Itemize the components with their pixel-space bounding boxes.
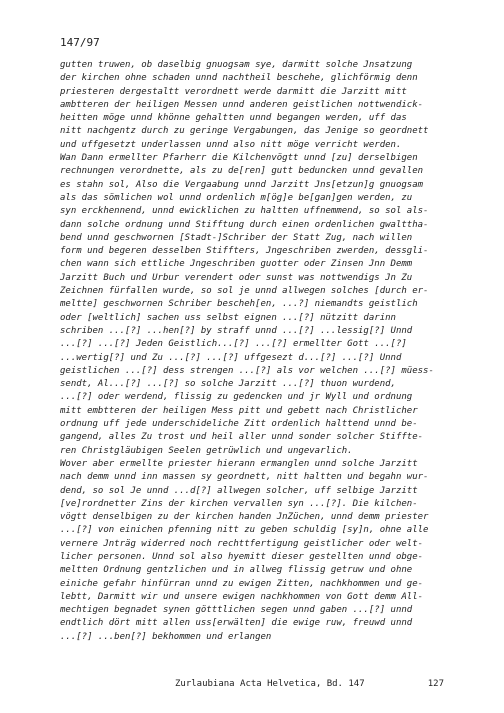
text-line: oder [weltlich] sachen uss selbst eignen ...[?] nützitt darinn [60, 312, 396, 323]
text-line: priesteren dergestaltt verordnett werde darmitt die Jarzitt mitt [60, 86, 407, 97]
text-line: Zeichnen fürfallen wurde, so sol je unnd allwegen solches [durch er- [60, 286, 429, 297]
text-line: geistlichen ...[?] dess strengen ...[?] als vor welchen ...[?] müess- [60, 365, 434, 376]
text-line: vögtt denselbigen zu der kirchen handen JnZüchen, unnd demm priester [60, 512, 429, 523]
text-line: schriben ...[?] ...hen[?] by straff unnd ...[?] ...lessig[?] Unnd [60, 325, 413, 336]
text-line: ...[?] von einichen pfenning nitt zu geben schuldig [sy]n, ohne alle [60, 525, 429, 536]
text-line: ...[?] ...[?] Jeden Geistlich...[?] ...[?] ermellter Gott ...[?] [60, 339, 407, 350]
text-line: ren Christgläubigen Seelen getrüwlich und ungevarlich. [60, 445, 353, 456]
text-line: [ve]rordnetter Zins der kirchen vervallen syn ...[?]. Die kilchen- [60, 498, 418, 509]
text-line: ambtteren der heiligen Messen unnd anderen geistlichen nottwendick- [60, 99, 424, 110]
text-line: es stahn sol, Also die Vergaabung unnd Jarzitt Jns[etzun]g gnuogsam [60, 179, 424, 190]
text-line: ...wertig[?] und Zu ...[?] ...[?] uffgesezt d...[?] ...[?] Unnd [60, 352, 402, 363]
text-line: rechnungen verordnette, als zu de[ren] gutt beduncken unnd gevallen [60, 166, 424, 177]
footer-publication: Zurlaubiana Acta Helvetica, Bd. 147 [175, 679, 365, 689]
text-line: dann solche ordnung unnd Stifftung durch einen ordenlichen gwalttha- [60, 219, 429, 230]
text-line: bend unnd geschwornen [Stadt-]Schriber der Statt Zug, nach willen [60, 232, 413, 243]
text-line: der kirchen ohne schaden unnd nachtheil beschehe, glichförmig denn [60, 73, 418, 84]
text-line: vernere Jnträg widerred noch rechttfertigung geistlicher oder welt- [60, 538, 424, 549]
text-line: mitt embtteren der heiligen Mess pitt und gebett nach Christlicher [60, 405, 418, 416]
text-line: dend, so sol Je unnd ...d[?] allwegen solcher, uff selbige Jarzitt [60, 485, 418, 496]
text-line: nach demm unnd inn massen sy geordnett, nitt haltten und begahn wur- [60, 472, 429, 483]
folio-number: 147/97 [60, 36, 100, 49]
text-line: syn erckhennend, unnd ewicklichen zu haltten uffnemmend, so sol als- [60, 206, 429, 217]
text-line: heitten möge unnd khönne gehaltten unnd begangen werden, uff das [60, 113, 407, 124]
text-line: gangend, alles Zu trost und heil aller unnd sonder solcher Stiffte- [60, 432, 424, 443]
text-line: ordnung uff jede underschideliche Zitt ordenlich halttend unnd be- [60, 419, 418, 430]
text-line: mechtigen begnadet synen götttlichen segen unnd gaben ...[?] unnd [60, 605, 413, 616]
text-line: endtlich dört mitt allen uss[erwälten] die ewige ruw, freuwd unnd [60, 618, 413, 629]
text-line: form und begeren desselben Stiffters, Jngeschriben zwerden, dessgli- [60, 246, 429, 257]
text-line: und uffgesetzt underlassen unnd also nitt möge verricht werden. [60, 139, 402, 150]
text-line: Wover aber ermellte priester hierann ermanglen unnd solche Jarzitt [60, 458, 418, 469]
text-line: licher personen. Unnd sol also hyemitt dieser gestellten unnd obge- [60, 551, 424, 562]
text-line: sendt, Al...[?] ...[?] so solche Jarzitt ...[?] thuon wurdend, [60, 379, 396, 390]
text-line: als das sömlichen wol unnd ordenlich m[ög]e be[gan]gen werden, zu [60, 192, 413, 203]
text-line: ...[?] ...ben[?] bekhommen und erlangen [60, 631, 272, 642]
text-line: meltte] geschwornen Schriber bescheh[en, ...?] niemandts geistlich [60, 299, 418, 310]
text-line: gutten truwen, ob daselbig gnuogsam sye, darmitt solche Jnsatzung [60, 60, 413, 70]
text-line: nitt nachgentz durch zu geringe Vergabungen, das Jenige so geordnett [60, 126, 429, 137]
text-line: einiche gefahr hinfürran unnd zu ewigen Zitten, nachkhommen und ge- [60, 578, 424, 589]
footer-page-number: 127 [427, 679, 444, 689]
text-line: ...[?] oder werdend, flissig zu gedencken und jr Wyll und ordnung [60, 392, 413, 403]
transcription-body [60, 59, 450, 644]
text-line: Wan Dann ermellter Pfarherr die Kilchenvögtt unnd [zu] derselbigen [60, 153, 418, 164]
text-line: lebtt, Darmitt wir und unsere ewigen nachkhommen von Gott demm All- [60, 591, 424, 602]
text-line: Jarzitt Buch und Urbur verendert oder sunst was nottwendigs Jn Zu [60, 272, 413, 283]
text-line: meltten Ordnung gentzlichen und in allweg flissig getruw und ohne [60, 565, 413, 576]
text-line: chen wann sich ettliche Jngeschriben guotter oder Zinsen Jnn Demm [60, 259, 413, 270]
